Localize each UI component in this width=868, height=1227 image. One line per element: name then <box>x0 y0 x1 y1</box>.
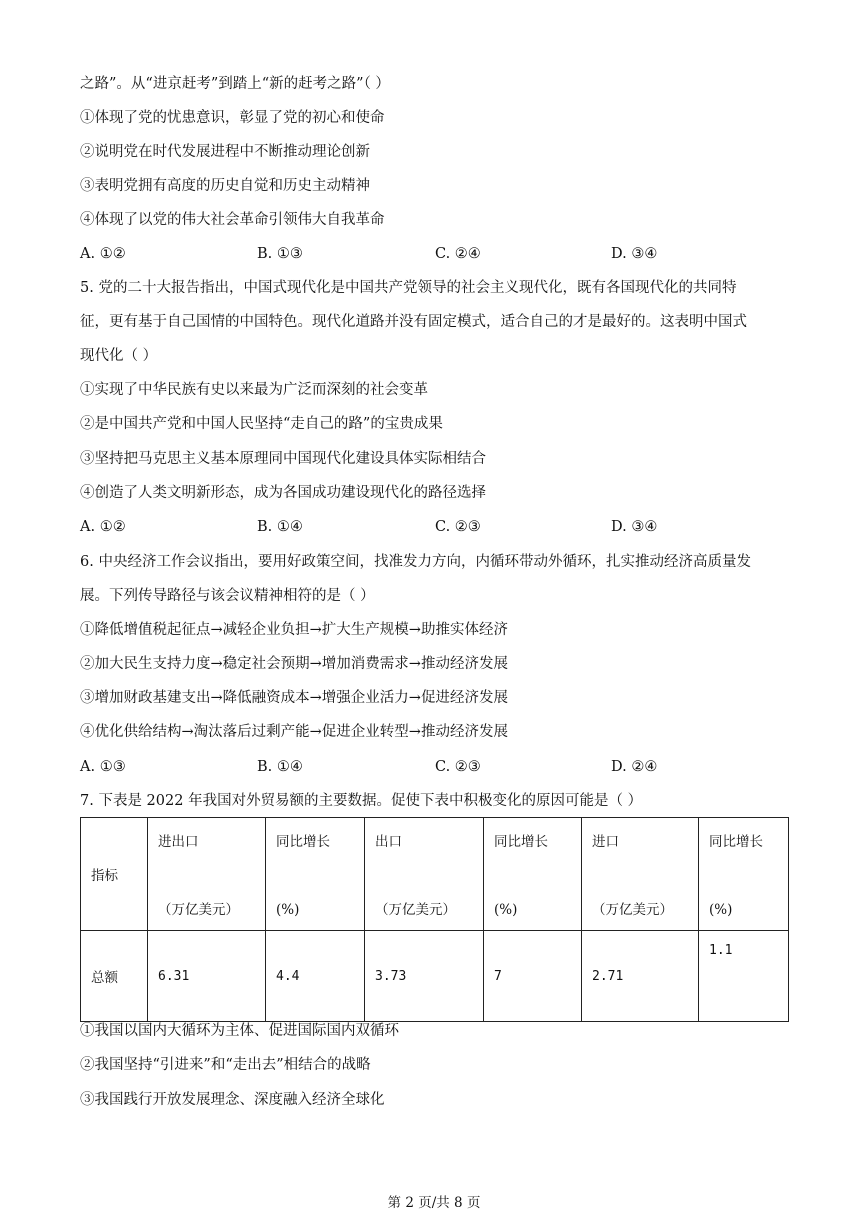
table-header-cell: 同比增长 (%) <box>484 818 582 931</box>
table-cell: 3.73 <box>365 931 484 1022</box>
table-header-cell: 出口 （万亿美元） <box>365 818 484 931</box>
q5-statement-3: ③坚持把马克思主义基本原理同中国现代化建设具体实际相结合 <box>80 451 486 467</box>
q5-stem-line-1: 5. 党的二十大报告指出，中国式现代化是中国共产党领导的社会主义现代化，既有各国现代化的共同特 <box>80 280 737 296</box>
table-header-cell: 同比增长 (%) <box>266 818 365 931</box>
q5-statement-4: ④创造了人类文明新形态，成为各国成功建设现代化的路径选择 <box>80 485 486 501</box>
q5-stem-line-2: 征，更有基于自己国情的中国特色。现代化道路并没有固定模式，适合自己的才是最好的。这表明中国式 <box>80 314 747 330</box>
q4-option-c: C. ②④ <box>435 246 481 262</box>
table-cell: 6.31 <box>148 931 266 1022</box>
table-header-cell: 进出口 （万亿美元） <box>148 818 266 931</box>
table-cell: 1.1 <box>699 931 789 1022</box>
q4-option-d: D. ③④ <box>611 246 658 262</box>
q4-statement-3: ③表明党拥有高度的历史自觉和历史主动精神 <box>80 178 370 194</box>
q5-statement-1: ①实现了中华民族有史以来最为广泛而深刻的社会变革 <box>80 382 428 398</box>
table-row-label: 总额 <box>81 931 148 1022</box>
q5-stem-line-3: 现代化（ ） <box>80 348 158 364</box>
q4-stem-end: 之路”。从“进京赶考”到踏上“新的赶考之路”（ ） <box>80 76 390 92</box>
q4-statement-4: ④体现了以党的伟大社会革命引领伟大自我革命 <box>80 212 385 228</box>
table-row-header: 指标 <box>81 818 148 931</box>
q5-statement-2: ②是中国共产党和中国人民坚持“走自己的路”的宝贵成果 <box>80 416 443 432</box>
q6-statement-4: ④优化供给结构→淘汰落后过剩产能→促进企业转型→推动经济发展 <box>80 724 508 740</box>
table-cell: 2.71 <box>582 931 699 1022</box>
q6-option-d: D. ②④ <box>611 759 658 775</box>
q6-statement-1: ①降低增值税起征点→减轻企业负担→扩大生产规模→助推实体经济 <box>80 622 508 638</box>
q5-option-c: C. ②③ <box>435 519 481 535</box>
table-cell: 7 <box>484 931 582 1022</box>
q6-statement-3: ③增加财政基建支出→降低融资成本→增强企业活力→促进经济发展 <box>80 690 508 706</box>
q7-statement-2: ②我国坚持“引进来”和“走出去”相结合的战略 <box>80 1057 371 1073</box>
q6-statement-2: ②加大民生支持力度→稳定社会预期→增加消费需求→推动经济发展 <box>80 656 508 672</box>
table-row <box>81 931 789 1022</box>
q6-option-b: B. ①④ <box>257 759 303 775</box>
q5-option-d: D. ③④ <box>611 519 658 535</box>
q4-statement-1: ①体现了党的忧患意识，彰显了党的初心和使命 <box>80 110 385 126</box>
table-header-cell: 进口 （万亿美元） <box>582 818 699 931</box>
q7-statement-3: ③我国践行开放发展理念、深度融入经济全球化 <box>80 1092 385 1108</box>
q5-option-b: B. ①④ <box>257 519 303 535</box>
q6-option-c: C. ②③ <box>435 759 481 775</box>
q5-option-a: A. ①② <box>80 519 126 535</box>
q4-statement-2: ②说明党在时代发展进程中不断推动理论创新 <box>80 144 370 160</box>
q7-stem: 7. 下表是 2022 年我国对外贸易额的主要数据。促使下表中积极变化的原因可能是（ ） <box>80 793 643 809</box>
page-footer: 第 2 页/共 8 页 <box>387 1195 481 1211</box>
q6-option-a: A. ①③ <box>80 759 126 775</box>
table-header-cell: 同比增长 (%) <box>699 818 789 931</box>
table-header-row <box>81 818 789 931</box>
q6-stem-line-2: 展。下列传导路径与该会议精神相符的是（ ） <box>80 588 375 604</box>
table-cell: 4.4 <box>266 931 365 1022</box>
q4-option-a: A. ①② <box>80 246 126 262</box>
q6-stem-line-1: 6. 中央经济工作会议指出，要用好政策空间，找准发力方向，内循环带动外循环，扎实推动经济高质量发 <box>80 554 751 570</box>
trade-data-table <box>80 817 789 1022</box>
q7-statement-1: ①我国以国内大循环为主体、促进国际国内双循环 <box>80 1023 399 1039</box>
q4-option-b: B. ①③ <box>257 246 303 262</box>
